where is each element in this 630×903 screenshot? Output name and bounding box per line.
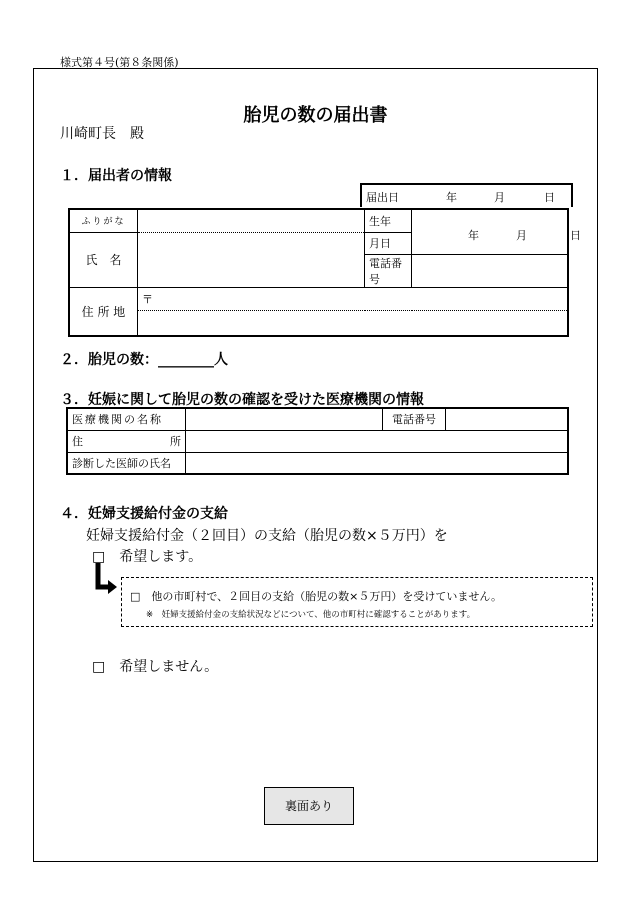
institution-phone-label: 電話番号: [383, 408, 446, 430]
filing-month-label: 月: [494, 191, 505, 204]
name-label: 氏 名: [69, 232, 138, 287]
birth-date-input[interactable]: [412, 209, 581, 254]
form-frame: [33, 68, 598, 862]
institution-input[interactable]: [186, 408, 383, 430]
fetus-count-heading: ２．胎児の数：________人: [60, 352, 228, 368]
note-text: ※ 妊婦支援給付金の支給状況などについて、他の市町村に確認することがあります。: [146, 610, 476, 620]
institution-address-input[interactable]: [186, 430, 569, 452]
medical-institution-table: [66, 407, 569, 475]
birth-year-label: 年: [468, 229, 479, 242]
birth-label-2: 月日: [365, 232, 412, 254]
doctor-label: 診断した医師の氏名: [67, 452, 186, 474]
applicant-phone-label: 電話番号: [365, 254, 412, 287]
arrow-icon: [95, 561, 119, 595]
section3-heading: ３．妊娠に関して胎児の数の確認を受けた医療機関の情報: [60, 392, 424, 408]
filing-date-box: [360, 183, 573, 207]
note-box: [121, 577, 593, 627]
address-input[interactable]: [138, 310, 569, 336]
address-label-2: 所: [170, 435, 181, 448]
applicant-table: [68, 208, 581, 337]
institution-label: 医療機関の名称: [67, 408, 186, 430]
furigana-input[interactable]: [138, 209, 365, 232]
institution-address-label: [67, 430, 186, 452]
furigana-label: ふりがな: [69, 209, 138, 232]
page-title: 胎児の数の届出書: [243, 105, 388, 126]
birth-month-label: 月: [516, 229, 527, 242]
wish-yes-checkbox[interactable]: □ 希望します。: [92, 549, 203, 565]
back-side-label: 裏面あり: [264, 787, 354, 825]
birth-label-1: 生年: [365, 209, 412, 232]
section4-heading: ４．妊婦支援給付金の支給: [60, 506, 228, 522]
form-number: 様式第４号(第８条関係): [60, 56, 179, 69]
address-label-1: 住: [72, 435, 83, 448]
doctor-input[interactable]: [186, 452, 569, 474]
address-label: 住 所 地: [69, 287, 138, 336]
not-received-checkbox[interactable]: □ 他の市町村で、２回目の支給（胎児の数×５万円）を受けていません。: [130, 590, 503, 603]
addressee: 川崎町長 殿: [60, 126, 144, 142]
filing-day-label: 日: [544, 191, 555, 204]
postal-code-input[interactable]: [138, 287, 569, 310]
applicant-phone-input[interactable]: [412, 254, 569, 287]
section1-heading: １．届出者の情報: [60, 168, 172, 184]
wish-no-checkbox[interactable]: □ 希望しません。: [92, 659, 219, 675]
birth-day-label: 日: [570, 229, 581, 242]
filing-date-label: 届出日: [366, 191, 399, 204]
filing-year-label: 年: [446, 191, 457, 204]
postal-mark: 〒: [142, 292, 153, 306]
name-input[interactable]: [138, 232, 365, 287]
benefit-description: 妊婦支援給付金（２回目）の支給（胎児の数×５万円）を: [86, 528, 448, 544]
institution-phone-input[interactable]: [446, 408, 569, 430]
